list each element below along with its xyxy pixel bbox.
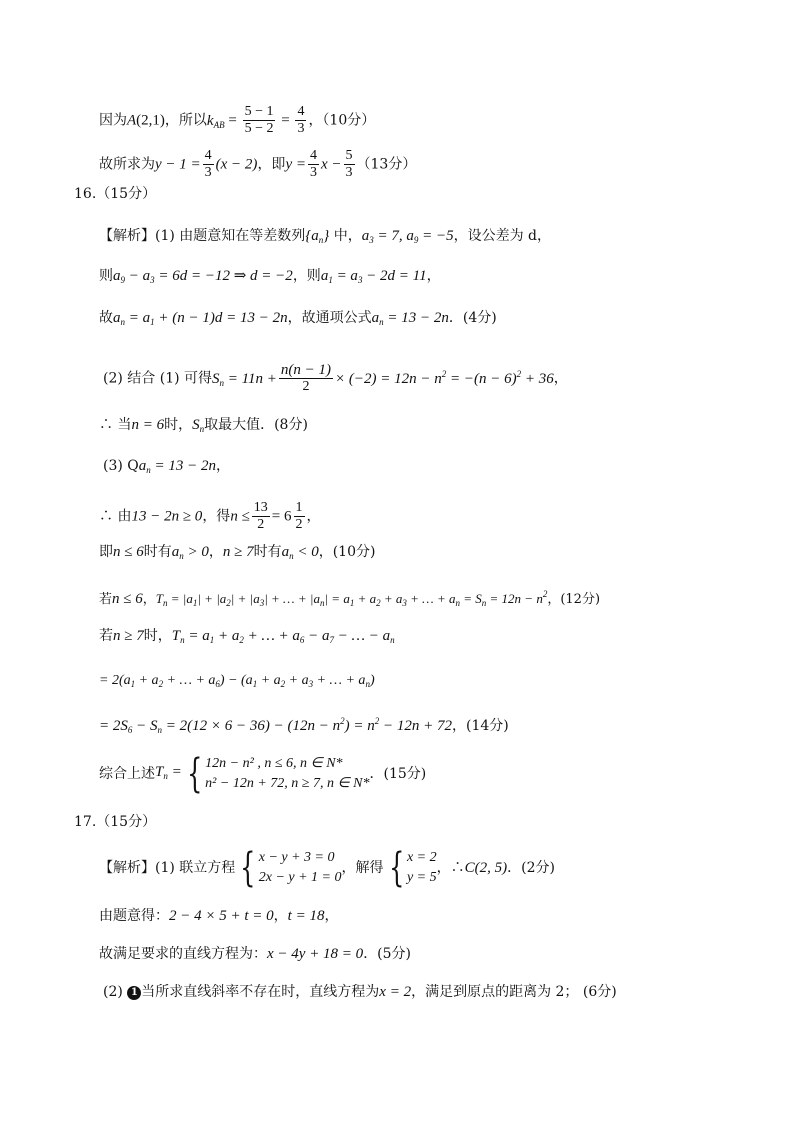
subscript: n: [365, 679, 370, 689]
subscript: 6: [127, 725, 133, 735]
math: | + … + |a: [264, 591, 320, 606]
math: [99, 718, 452, 734]
brace-glyph: {: [240, 845, 256, 891]
numerator: 4: [309, 148, 317, 163]
math: n ≥ 7: [222, 544, 254, 560]
text: ，: [306, 508, 321, 525]
line-6: [103, 362, 568, 395]
subscript: 9: [413, 235, 419, 245]
fraction: [294, 500, 305, 533]
math: < 0: [293, 544, 319, 560]
subscript: n: [379, 317, 384, 327]
fraction: [308, 148, 319, 181]
text: 时有: [143, 544, 172, 560]
math: a: [113, 310, 121, 326]
math: + (n − 1)d = 13 − 2n: [154, 310, 288, 326]
fraction: [344, 148, 355, 181]
math: [207, 113, 225, 129]
fraction: [243, 104, 276, 137]
math: + … + a: [406, 591, 456, 606]
text: ，即: [257, 156, 286, 173]
text: 则: [99, 268, 113, 284]
math: 2 − 4 × 5 + t = 0: [169, 908, 274, 924]
math: x −: [320, 156, 342, 173]
numerator: 1: [295, 500, 303, 515]
text: ，得: [202, 508, 231, 525]
subscript: n: [319, 598, 325, 608]
text: ，: [216, 458, 231, 474]
text: ，: [208, 544, 223, 560]
denominator: 2: [257, 517, 265, 532]
system-row: n² − 12n + 72, n ≥ 7, n ∈ N*: [205, 776, 370, 791]
subscript: 2: [239, 635, 244, 645]
text: 故满足要求的直线方程为：: [99, 946, 267, 962]
brace-glyph: {: [388, 845, 404, 891]
math: S: [212, 370, 220, 387]
subscript: 2: [376, 598, 381, 608]
subscript: 6: [299, 635, 305, 645]
math: T: [155, 764, 164, 780]
superscript: 2: [542, 589, 548, 599]
subscript: 1: [209, 635, 215, 645]
numerator: 5 − 1: [244, 104, 274, 119]
fraction: [203, 148, 214, 181]
text: ，: [324, 908, 339, 924]
math: n = 6: [131, 417, 165, 433]
math: = 2(12 × 6 − 36) − (12n − n: [162, 718, 341, 734]
math: + a: [380, 591, 403, 606]
numerator: 5: [345, 148, 353, 163]
subscript: 3: [308, 679, 314, 689]
math: − S: [132, 718, 158, 734]
line-10: [99, 542, 375, 566]
math: a: [361, 228, 370, 244]
line-19: [103, 982, 617, 1002]
subscript: 1: [192, 598, 198, 608]
superscript: 2: [516, 368, 522, 379]
text: 故所求为: [99, 156, 155, 173]
subscript: 2: [226, 598, 231, 608]
line-2: [99, 148, 416, 181]
math: + 36: [521, 370, 554, 387]
subscript: 3: [369, 235, 374, 245]
math: (x − 2): [215, 156, 258, 173]
math: a: [171, 544, 180, 560]
text: 故: [99, 310, 113, 326]
line-18: [99, 944, 411, 964]
text: 【解析】(1) 联立方程: [99, 860, 236, 876]
line-3: [99, 226, 551, 250]
text: 当所求直线斜率不存在时，直线方程为: [141, 984, 380, 1000]
math: }: [323, 228, 330, 244]
math: =: [277, 112, 294, 129]
subscript: 3: [150, 275, 155, 285]
equation-system: [235, 845, 342, 891]
system-row: x = 2: [406, 850, 437, 865]
line-1: [99, 104, 375, 137]
subscript: n: [157, 725, 162, 735]
superscript: 2: [340, 716, 345, 726]
math: n ≤: [230, 508, 250, 525]
superscript: 2: [374, 716, 380, 726]
fraction: [295, 104, 306, 137]
text: ，（10分）: [308, 112, 376, 129]
system-row: x − y + 3 = 0: [258, 850, 335, 865]
math: ): [369, 673, 375, 688]
text: 时，: [164, 417, 193, 433]
math: [113, 310, 288, 326]
text: (2): [103, 984, 123, 1000]
math: = 6d = −12 ⇒ d = −2: [154, 268, 293, 284]
text: ，所以: [164, 112, 207, 129]
math: = 7, a: [373, 228, 414, 244]
subscript: 6: [215, 679, 220, 689]
line-4: [99, 266, 441, 290]
denominator: 3: [345, 165, 353, 180]
subscript: n: [163, 598, 168, 608]
text: (3) Q: [103, 458, 139, 474]
text: ，(14分): [451, 718, 509, 734]
text: ，解得: [341, 860, 384, 876]
numerator: n(n − 1): [280, 362, 332, 378]
subscript: 1: [328, 275, 333, 285]
line-7: [99, 415, 308, 439]
math: | + |a: [197, 591, 227, 606]
math: [192, 417, 204, 433]
subscript: n: [163, 771, 168, 781]
text: ，满足到原点的距离为 2；: [411, 984, 579, 1000]
math: = 2S: [99, 718, 128, 734]
math: ) = n: [344, 718, 375, 734]
math: =: [224, 112, 241, 129]
text: ．(5分): [363, 946, 412, 962]
numerator: 13: [253, 500, 268, 515]
subscript: 1: [252, 679, 258, 689]
superscript: 2: [441, 368, 447, 379]
math: {a: [305, 228, 319, 244]
math: = 13 − 2n: [383, 310, 449, 326]
text: 中，: [329, 228, 362, 244]
question-17-heading: 17.（15分）: [74, 814, 157, 830]
math: = 13 − 2n: [150, 458, 217, 474]
math: [172, 544, 209, 560]
math: [155, 762, 182, 786]
math: [372, 310, 449, 326]
system-row: 12n − n² , n ≤ 6, n ∈ N*: [205, 756, 343, 771]
math: = 6: [271, 508, 292, 525]
denominator: 2: [302, 379, 310, 394]
line-15: [99, 751, 427, 797]
math: a: [371, 310, 380, 326]
math: t = 18: [287, 908, 325, 924]
subscript: n: [481, 598, 487, 608]
circled-number-icon: 1: [127, 986, 141, 1000]
math: + … + a: [313, 673, 366, 688]
line-14: [99, 711, 509, 740]
system-row: 2x − y + 1 = 0: [258, 870, 342, 885]
text: ，故通项公式: [287, 310, 372, 326]
subscript: n: [455, 598, 460, 608]
subscript: 3: [402, 598, 407, 608]
system-rows: [259, 848, 342, 888]
math: − 2d = 11: [362, 268, 427, 284]
math: + … + a: [163, 673, 216, 688]
math: [99, 673, 375, 688]
math: = −5: [418, 228, 454, 244]
math: a: [138, 458, 147, 474]
line-5: [99, 308, 497, 332]
denominator: 3: [204, 165, 212, 180]
question-16-heading: 16.（15分）: [74, 186, 157, 202]
subscript: n: [146, 465, 151, 475]
subscript: n: [219, 377, 225, 388]
text: ∴ 由: [99, 508, 132, 525]
text: ，(10分): [318, 544, 376, 560]
text: (2) 结合 (1) 可得: [103, 370, 213, 387]
math: + a: [354, 591, 377, 606]
denominator: 3: [309, 165, 317, 180]
subscript: 9: [120, 275, 125, 285]
math: [321, 268, 427, 284]
math: =: [167, 764, 182, 780]
math: x = 2: [379, 984, 412, 1000]
text: ，: [142, 592, 156, 607]
math: = a: [332, 268, 358, 284]
math: T: [171, 628, 181, 644]
math: [282, 544, 319, 560]
brace-glyph: {: [186, 751, 203, 797]
math: − a: [125, 268, 151, 284]
subscript: n: [199, 424, 205, 434]
math: = −(n − 6): [446, 370, 517, 387]
line-8: [103, 456, 230, 480]
math: 13 − 2n ≥ 0: [131, 508, 203, 525]
text: (6分): [582, 984, 617, 1000]
subscript: n: [289, 551, 294, 561]
text: ，(12分): [547, 592, 601, 607]
subscript: AB: [213, 119, 225, 130]
text: ．(4分): [448, 310, 497, 326]
math: a: [113, 268, 121, 284]
line-17: [99, 906, 338, 926]
text: 因为: [99, 112, 127, 129]
math: [172, 628, 395, 644]
math: a: [320, 268, 329, 284]
math: y =: [285, 156, 306, 173]
math: − a: [304, 628, 330, 644]
system-row: y = 5: [406, 870, 437, 885]
subscript: 3: [259, 598, 265, 608]
text: ∴ 当: [99, 417, 132, 433]
text: 【解析】(1) 由题意知在等差数列: [99, 228, 306, 244]
math: [156, 591, 548, 606]
subscript: 1: [130, 679, 136, 689]
text: 由题意得：: [99, 908, 169, 924]
math: T: [155, 591, 163, 606]
subscript: n: [179, 551, 184, 561]
subscript: 2: [280, 679, 286, 689]
math: > 0: [183, 544, 209, 560]
math: = a: [125, 310, 151, 326]
math: y − 1 =: [155, 156, 201, 173]
subscript: n: [180, 635, 185, 645]
text: ．(2分): [507, 860, 555, 876]
text: 若: [99, 628, 113, 644]
system-rows: [205, 754, 369, 794]
line-11: [99, 584, 600, 613]
math: C(2, 5): [464, 860, 508, 876]
text: 若: [99, 592, 113, 607]
math: ) − (a: [219, 673, 253, 688]
math: = 12n − n: [486, 591, 543, 606]
math: + a: [285, 673, 309, 688]
text: ，: [273, 908, 288, 924]
math: [335, 368, 554, 387]
text: ，则: [292, 268, 321, 284]
numerator: 4: [297, 104, 305, 119]
math: = 11n +: [224, 370, 277, 387]
math: (2,1): [136, 112, 165, 129]
math: n ≥ 7: [113, 628, 144, 644]
fraction: [279, 362, 333, 395]
math: [139, 458, 216, 474]
math: | = a: [324, 591, 350, 606]
math: a: [281, 544, 290, 560]
fraction: [252, 500, 270, 533]
text: ，∴: [436, 860, 465, 876]
math: + a: [214, 628, 240, 644]
subscript: n: [120, 317, 125, 327]
subscript: n: [390, 635, 395, 645]
line-12: [99, 626, 395, 650]
system-rows: [407, 848, 437, 888]
piecewise-system: [182, 751, 370, 797]
math: + a: [257, 673, 281, 688]
solution-system: [384, 845, 437, 891]
math: [212, 371, 277, 387]
math: x − 4y + 18 = 0: [267, 946, 364, 962]
subscript: 7: [329, 635, 335, 645]
denominator: 5 − 2: [244, 121, 274, 136]
math: n ≤ 6: [113, 544, 144, 560]
subscript: 2: [158, 679, 164, 689]
line-16: [99, 845, 555, 891]
math: = a: [184, 628, 210, 644]
math: − 12n + 72: [379, 718, 452, 734]
text: ．(15分): [369, 766, 427, 782]
math: + … + a: [243, 628, 300, 644]
text: 取最大值．(8分): [204, 417, 308, 433]
text: 时，: [143, 628, 172, 644]
subscript: 3: [357, 275, 363, 285]
math: S: [192, 417, 200, 433]
text: ，: [553, 370, 568, 387]
line-13: [99, 670, 375, 694]
math: [113, 268, 293, 284]
subscript: n: [318, 235, 324, 245]
text: ，设公差为 d，: [453, 228, 552, 244]
math: [362, 228, 454, 244]
text: 时有: [253, 544, 282, 560]
math: k: [206, 112, 214, 129]
text: （13分）: [356, 156, 417, 173]
subscript: 1: [150, 317, 155, 327]
line-9: [99, 500, 321, 533]
math: A: [127, 112, 137, 129]
math: + a: [135, 673, 159, 688]
math: = |a: [167, 591, 193, 606]
math: − … − a: [334, 628, 391, 644]
text: 综合上述: [99, 766, 155, 782]
text: 即: [99, 544, 113, 560]
subscript: 1: [349, 598, 355, 608]
denominator: 2: [295, 517, 303, 532]
numerator: 4: [204, 148, 212, 163]
math: = 2(a: [99, 673, 131, 688]
math: | + |a: [230, 591, 260, 606]
text: ，: [426, 268, 441, 284]
denominator: 3: [297, 121, 305, 136]
math: = S: [460, 591, 482, 606]
math: n ≤ 6: [112, 591, 143, 607]
math: [305, 228, 329, 244]
math: × (−2) = 12n − n: [335, 370, 442, 387]
